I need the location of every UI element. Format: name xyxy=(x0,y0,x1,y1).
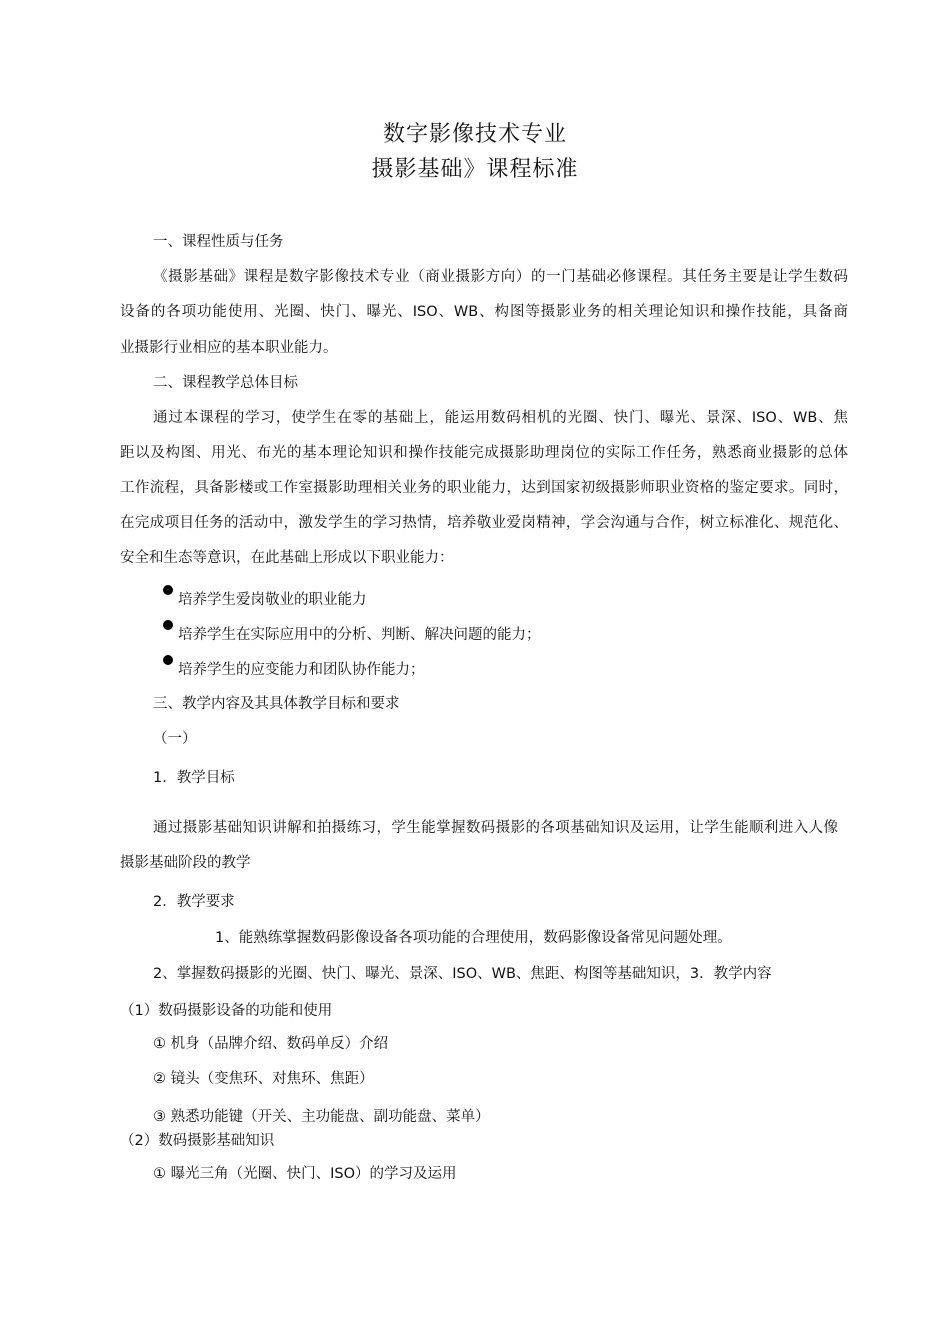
content1-item: ③ 熟悉功能键（开关、主功能盘、副功能盘、菜单） xyxy=(153,1109,490,1125)
section2-para-line: 在完成项目任务的活动中，激发学生的学习热情，培养敬业爱岗精神，学会沟通与合作，树立标准化、规范化、 xyxy=(120,515,848,531)
subsection-one: （一） xyxy=(153,731,197,747)
content2-item: ① 曝光三角（光圈、快门、ISO）的学习及运用 xyxy=(153,1166,457,1182)
section2-heading: 二、课程教学总体目标 xyxy=(153,375,298,391)
bullet-item: 培养学生在实际应用中的分析、判断、解决问题的能力； xyxy=(178,627,541,643)
content1-item: ② 镜头（变焦环、对焦环、焦距） xyxy=(153,1071,374,1087)
bullet-dot xyxy=(163,655,173,665)
document-title-line1: 数字影像技术专业 xyxy=(382,122,567,147)
requirement-2: 2、掌握数码摄影的光圈、快门、曝光、景深、ISO、WB、焦距、构图等基础知识，3．教学内容 xyxy=(153,966,772,982)
section1-para-line: 设备的各项功能使用、光圈、快门、曝光、ISO、WB、构图等摄影业务的相关理论知识和操作技能，具备商 xyxy=(120,304,848,320)
content1-heading: （1）数码摄影设备的功能和使用 xyxy=(120,1003,333,1019)
section1-para-line: 业摄影行业相应的基本职业能力。 xyxy=(120,340,338,356)
section1-heading: 一、课程性质与任务 xyxy=(153,234,284,250)
item2-heading: 2．教学要求 xyxy=(153,894,235,910)
bullet-item: 培养学生的应变能力和团队协作能力； xyxy=(178,662,425,678)
bullet-item: 培养学生爱岗敬业的职业能力 xyxy=(178,592,367,608)
item1-para-line: 摄影基础阶段的教学 xyxy=(120,855,251,871)
requirement-1: 1、能熟练掌握数码影像设备各项功能的合理使用，数码影像设备常见问题处理。 xyxy=(215,930,732,946)
section2-para-line: 通过本课程的学习，使学生在零的基础上，能运用数码相机的光圈、快门、曝光、景深、ISO、WB、焦 xyxy=(153,410,848,426)
section2-para-line: 距以及构图、用光、布光的基本理论知识和操作技能完成摄影助理岗位的实际工作任务，熟悉商业摄影的总体 xyxy=(120,445,848,461)
item1-para-line: 通过摄影基础知识讲解和拍摄练习，学生能掌握数码摄影的各项基础知识及运用，让学生能顺利进入人像 xyxy=(153,820,838,836)
content1-item: ① 机身（品牌介绍、数码单反）介绍 xyxy=(153,1036,389,1052)
section1-para-line: 《摄影基础》课程是数字影像技术专业（商业摄影方向）的一门基础必修课程。其任务主要是让学生数码 xyxy=(153,269,848,285)
document-title-line2: 摄影基础》课程标准 xyxy=(371,157,579,182)
bullet-dot xyxy=(163,620,173,630)
content2-heading: （2）数码摄影基础知识 xyxy=(120,1133,275,1149)
bullet-dot xyxy=(163,585,173,595)
section2-para-line: 安全和生态等意识，在此基础上形成以下职业能力： xyxy=(120,550,454,566)
item1-heading: 1．教学目标 xyxy=(153,770,235,786)
section3-heading: 三、教学内容及其具体教学目标和要求 xyxy=(153,696,400,712)
section2-para-line: 工作流程，具备影楼或工作室摄影助理相关业务的职业能力，达到国家初级摄影师职业资格的鉴定要求。同时， xyxy=(120,480,848,496)
